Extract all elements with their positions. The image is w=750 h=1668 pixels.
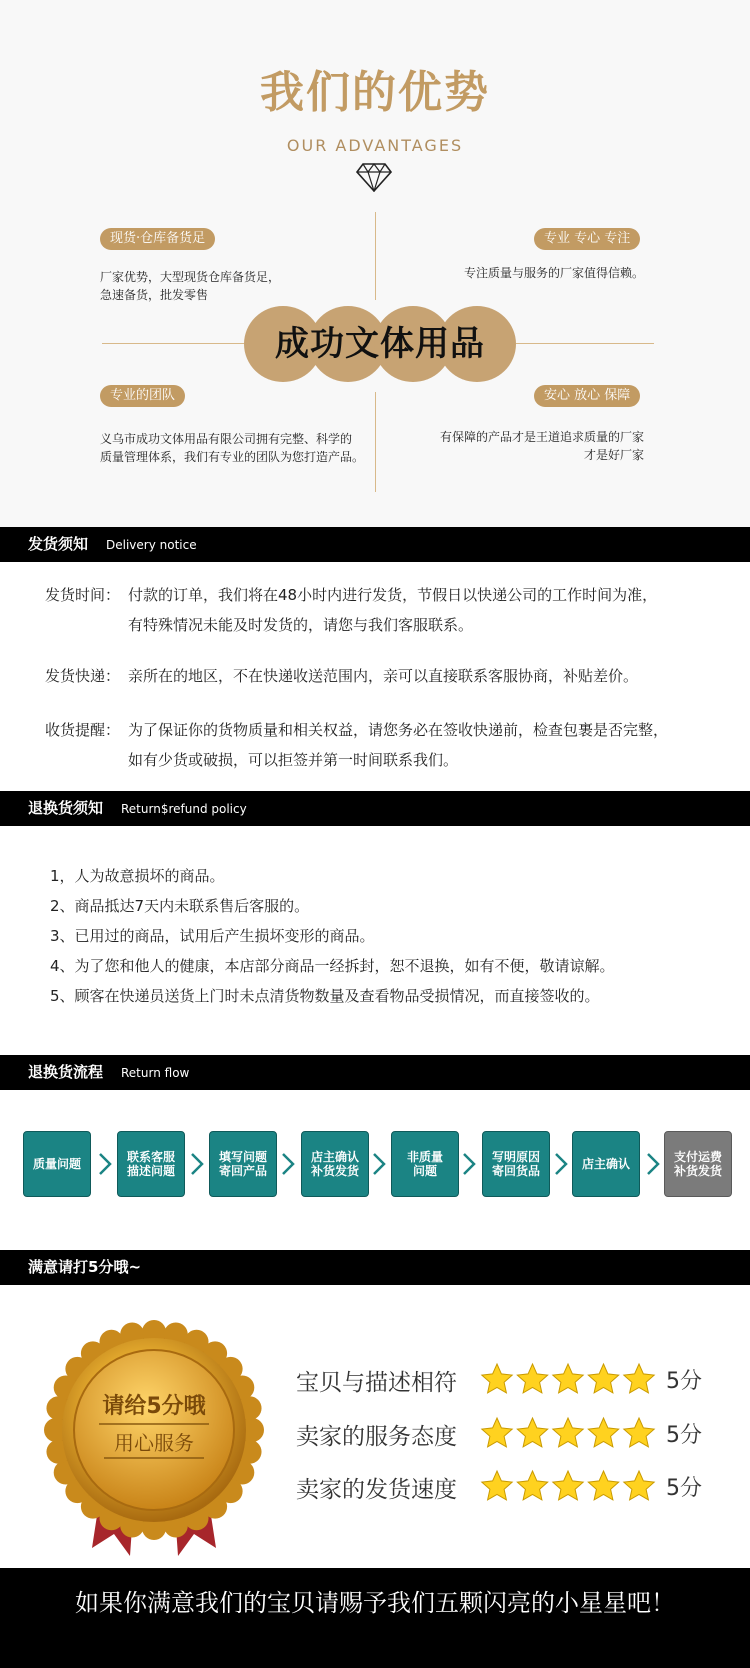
advantages-subtitle: OUR ADVANTAGES xyxy=(286,136,464,155)
refund-title-en: Return$refund policy xyxy=(121,802,247,816)
refund-item: 2、商品抵达7天内未联系售后客服的。 xyxy=(50,897,310,915)
star-rating-shipping xyxy=(480,1469,656,1503)
refund-item: 1，人为故意损坏的商品。 xyxy=(50,867,225,885)
flow-step-owner-confirm: 店主确认 xyxy=(572,1131,640,1197)
star-icon xyxy=(624,1364,654,1393)
delivery-label-time: 发货时间： xyxy=(45,586,121,604)
flow-step-owner-confirm-reship: 店主确认 补货发货 xyxy=(301,1131,369,1197)
refund-title: 退换货须知 xyxy=(28,799,104,817)
star-icon xyxy=(588,1364,618,1393)
flow-step-quality-issue: 质量问题 xyxy=(23,1131,91,1197)
badge-top-text: 请给5分哦 xyxy=(102,1394,206,1419)
star-icon xyxy=(482,1364,512,1393)
flow-step-contact-service: 联系客服 描述问题 xyxy=(117,1131,185,1197)
star-icon xyxy=(553,1471,583,1500)
advantages-title: 我们的优势 xyxy=(260,67,490,118)
star-icon xyxy=(517,1471,547,1500)
chevron-right-icon xyxy=(646,1152,660,1176)
refund-item: 3、已用过的商品，试用后产生损坏变形的商品。 xyxy=(50,927,375,945)
rating-score-shipping: 5分 xyxy=(666,1476,702,1501)
flow-step-return-product: 填写问题 寄回产品 xyxy=(209,1131,277,1197)
rating-score-description: 5分 xyxy=(666,1369,702,1394)
refund-header xyxy=(0,791,750,826)
advantage-text-stock: 厂家优势，大型现货仓库备货足， 急速备货，批发零售 xyxy=(100,270,281,302)
rating-title: 满意请打5分哦~ xyxy=(28,1258,142,1276)
delivery-text-courier: 亲所在的地区，不在快递收送范围内，亲可以直接联系客服协商，补贴差价。 xyxy=(128,667,639,685)
advantage-text-focus: 专注质量与服务的厂家值得信赖。 xyxy=(463,266,644,280)
delivery-text-time: 付款的订单，我们将在48小时内进行发货，节假日以快递公司的工作时间为准， 有特殊情况未能及时发货的，请您与我们客服联系。 xyxy=(128,586,658,634)
delivery-title-en: Delivery notice xyxy=(106,538,197,552)
advantages-section xyxy=(0,0,750,527)
chevron-right-icon xyxy=(281,1152,295,1176)
delivery-text-receipt: 为了保证你的货物质量和相关权益，请您务必在签收快递前，检查包裹是否完整， 如有少货或破损，可以拒签并第一时间联系我们。 xyxy=(128,721,669,769)
star-icon xyxy=(482,1418,512,1447)
advantage-tag-stock: 现货·仓库备货足 xyxy=(100,228,215,250)
flow-step-non-quality: 非质量 问题 xyxy=(391,1131,459,1197)
flow-title-en: Return flow xyxy=(121,1066,190,1080)
star-icon xyxy=(517,1418,547,1447)
rating-header xyxy=(0,1250,750,1285)
chevron-right-icon xyxy=(98,1152,112,1176)
chevron-right-icon xyxy=(372,1152,386,1176)
delivery-label-courier: 发货快递： xyxy=(45,667,121,685)
refund-item: 5、顾客在快递员送货上门时未点清货物数量及查看物品受损情况，而直接签收的。 xyxy=(50,987,600,1005)
advantage-text-guarantee: 有保障的产品才是王道追求质量的厂家 才是好厂家 xyxy=(439,430,644,462)
advantage-tag-team: 专业的团队 xyxy=(100,385,185,407)
rating-score-service: 5分 xyxy=(666,1423,702,1448)
bottom-banner-text: 如果你满意我们的宝贝请赐予我们五颗闪亮的小星星吧！ xyxy=(75,1589,675,1617)
advantage-tag-guarantee: 安心 放心 保障 xyxy=(534,385,640,407)
advantage-tag-focus: 专业 专心 专注 xyxy=(534,228,640,250)
star-icon xyxy=(624,1418,654,1447)
badge-bottom-text: 用心服务 xyxy=(114,1431,194,1455)
star-icon xyxy=(624,1471,654,1500)
medal-badge xyxy=(44,1320,264,1556)
advantage-text-team: 义乌市成功文体用品有限公司拥有完整、科学的 质量管理体系，我们有专业的团队为您打造产品。 xyxy=(100,432,365,464)
divider-top xyxy=(375,212,376,300)
delivery-header xyxy=(0,527,750,562)
flow-title: 退换货流程 xyxy=(28,1063,104,1081)
star-icon xyxy=(588,1471,618,1500)
diamond-icon xyxy=(356,162,392,192)
star-icon xyxy=(482,1471,512,1500)
star-icon xyxy=(588,1418,618,1447)
flow-header xyxy=(0,1055,750,1090)
delivery-label-receipt: 收货提醒： xyxy=(45,721,121,739)
flow-step-pay-shipping: 支付运费 补货发货 xyxy=(664,1131,732,1197)
divider-bottom xyxy=(375,392,376,492)
bottom-banner xyxy=(0,1568,750,1668)
chevron-right-icon xyxy=(190,1152,204,1176)
rating-label-service: 卖家的服务态度 xyxy=(296,1424,457,1450)
flow-step-write-reason: 写明原因 寄回货品 xyxy=(482,1131,550,1197)
star-icon xyxy=(553,1364,583,1393)
chevron-right-icon xyxy=(462,1152,476,1176)
star-icon xyxy=(517,1364,547,1393)
refund-item: 4、为了您和他人的健康，本店部分商品一经拆封，恕不退换，如有不便，敬请谅解。 xyxy=(50,957,615,975)
brand-name: 成功文体用品 xyxy=(275,324,485,364)
star-rating-service xyxy=(480,1416,656,1450)
divider-right xyxy=(516,343,654,344)
divider-left xyxy=(102,343,244,344)
star-rating-description xyxy=(480,1362,656,1396)
chevron-right-icon xyxy=(554,1152,568,1176)
rating-label-shipping: 卖家的发货速度 xyxy=(296,1477,457,1503)
delivery-title: 发货须知 xyxy=(28,535,89,553)
rating-label-description: 宝贝与描述相符 xyxy=(296,1370,457,1396)
star-icon xyxy=(553,1418,583,1447)
